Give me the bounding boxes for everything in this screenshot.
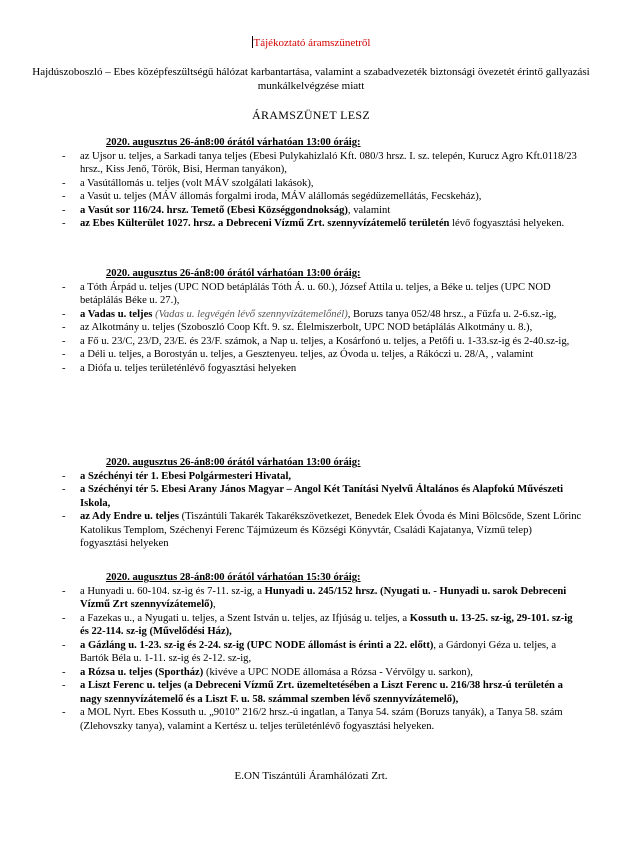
item-text: (kivéve a UPC NODE állomása a Rózsa - Vérvölgy u. sarkon), <box>203 666 473 678</box>
section-title: 2020. augusztus 26-án8:00 órától várhatóan 13:00 óráig: <box>106 137 361 148</box>
signature: E.ON Tiszántúli Áramhálózati Zrt. <box>234 770 388 782</box>
list-item <box>62 217 582 231</box>
list-item <box>62 679 582 706</box>
item-text: az Ady Endre u. teljes <box>80 511 179 522</box>
list-item <box>62 308 582 322</box>
item-text: (Vadas u. legvégén lévő szennyvízátemelőnél) <box>155 308 348 320</box>
item-text: az Ujsor u. teljes, a Sarkadi tanya teljes (Ebesi Pulykahizlaló Kft. 080/3 hrsz. I. sz. telepén, Kurucz Agro Kft.0118/23 hrsz., Kiss Jenő, Török, Bisi, Herman tanyákon), <box>80 150 577 175</box>
text-cursor <box>252 36 253 48</box>
item-text: a Széchényi tér 5. Ebesi Arany János Magyar – Angol Két Tanítási Nyelvű Általános és Alapfokú Művészeti Iskola, <box>80 484 564 509</box>
item-text: lévő fogyasztási helyeken. <box>449 218 565 229</box>
item-text: a Liszt Ferenc u. teljes (a Debreceni Vízmű Zrt. üzemeltetésében a Liszt Ferenc u. 216/38 hrsz-ú területén a nagy szennyvízátemelő és a Liszt F. u. 58. számmal szemben lévő szennyvízátemelő), <box>80 680 563 705</box>
list-item <box>62 585 582 612</box>
list-item <box>62 177 582 191</box>
item-text: a Vasútállomás u. teljes (volt MÁV szolgálati lakások), <box>80 177 314 189</box>
item-text: , Boruzs tanya 052/48 hrsz., a Fűzfa u. 2-6.sz.-ig, <box>347 308 557 320</box>
item-text: a Tóth Árpád u. teljes (UPC NOD betáplálás Tóth Á. u. 60.), József Attila u. teljes, a Béke u. teljes (UPC NOD betáplálás Béke u. 27.), <box>80 281 551 306</box>
item-text: a Hunyadi u. 60-104. sz-ig és 7-11. sz-ig, a <box>80 585 265 597</box>
document-title <box>0 36 622 49</box>
item-text: , valamint <box>347 204 391 216</box>
item-text: a Vadas u. teljes <box>80 308 153 320</box>
item-text: a MOL Nyrt. Ebes Kossuth u. „9010” 216/2 hrsz.-ú ingatlan, a Tanya 54. szám (Boruzs tanyák), a Tanya 58. szám (Zlehovszky tanya), valamint a Kertész u. teljes területénlévő fogyasztási helyeken. <box>80 707 563 732</box>
title-text: Tájékoztató áramszünetről <box>253 37 371 49</box>
item-text: a Fazekas u., a Nyugati u. teljes, a Szent István u. teljes, az Ifjúság u. teljes, a <box>80 612 410 624</box>
outage-heading: ÁRAMSZÜNET LESZ <box>252 108 370 122</box>
outage-section-4 <box>62 571 582 733</box>
list-item <box>62 483 582 510</box>
list-item <box>62 706 582 733</box>
location-list <box>62 470 582 551</box>
item-text: a Fő u. 23/C, 23/D, 23/E. és 23/F. számok, a Nap u. teljes, a Kosárfonó u. teljes, a Petőfi u. 1-33.sz-ig és 2-40.sz-ig, <box>80 335 570 347</box>
item-text: a Vasút sor 116/24. hrsz. Temető (Ebesi Községgondnokság) <box>80 204 348 216</box>
item-text: Kossuth u. 13-25. sz-ig, 29-101. sz-ig és 22-114. sz-ig (Művelődési Ház), <box>80 612 573 637</box>
item-text: az Alkotmány u. teljes (Szoboszló Coop Kft. 9. sz. Élelmiszerbolt, UPC NOD betáplálás Alkotmány u. 8.), <box>80 322 533 333</box>
location-list <box>62 150 582 231</box>
intro-paragraph: Hajdúszoboszló – Ebes középfeszültségű hálózat karbantartása, valamint a szabadvezeték biztonsági övezetét érintő gallyazási munkálkelvégzése miatt <box>32 66 590 92</box>
item-text: a Széchényi tér 1. Ebesi Polgármesteri Hivatal, <box>80 470 292 482</box>
location-list <box>62 281 582 376</box>
item-text: a Vasút u. teljes (MÁV állomás forgalmi iroda, MÁV alállomás segédüzemellátás, Fecskeház), <box>80 191 482 202</box>
item-text: (Tiszántúli Takarék Takarékszövetkezet, Benedek Elek Óvoda és Mini Bölcsőde, Szent Lőrinc Katolikus Templom, Széchenyi Ferenc Tájmúzeum és Községi Könyvtár, Családi Kajatanya, Vízmű telep) fogyasztási helyeken <box>80 511 582 549</box>
section-title: 2020. augusztus 26-án8:00 órától várhatóan 13:00 óráig: <box>106 457 361 468</box>
outage-section-3 <box>62 456 582 551</box>
list-item <box>62 321 582 335</box>
list-item <box>62 639 582 666</box>
item-text: a Gázláng u. 1-23. sz-ig és 2-24. sz-ig (UPC NODE állomást is érinti a 22. előtt) <box>80 639 434 651</box>
item-text: Hunyadi u. 245/152 hrsz. (Nyugati u. - Hunyadi u. sarok Debreceni Vízmű Zrt szennyvízátemelő) <box>80 585 567 610</box>
list-item <box>62 335 582 349</box>
list-item <box>62 362 582 376</box>
list-item <box>62 510 582 551</box>
item-text: a Rózsa u. teljes (Sportház) <box>80 666 204 678</box>
item-text: a Déli u. teljes, a Borostyán u. teljes, a Gesztenyeu. teljes, az Óvoda u. teljes, a Rákóczi u. 28/A, , valamint <box>80 349 534 360</box>
item-text: a Diófa u. teljes területénlévő fogyasztási helyeken <box>80 362 297 374</box>
outage-section-2 <box>62 267 582 375</box>
list-item <box>62 204 582 218</box>
item-text: , <box>212 599 216 610</box>
list-item <box>62 470 582 484</box>
list-item <box>62 190 582 204</box>
item-text: , a Gárdonyi Géza u. teljes, a Bartók Béla u. 1-11. sz-ig és 2-12. sz-ig, <box>80 639 557 664</box>
outage-section-1 <box>62 136 582 231</box>
list-item <box>62 666 582 680</box>
list-item <box>62 150 582 177</box>
list-item <box>62 348 582 362</box>
list-item <box>62 281 582 308</box>
section-title: 2020. augusztus 28-án8:00 órától várhatóan 15:30 óráig: <box>106 572 361 583</box>
list-item <box>62 612 582 639</box>
location-list <box>62 585 582 734</box>
section-title: 2020. augusztus 26-án8:00 órától várhatóan 13:00 óráig: <box>106 268 361 279</box>
item-text: az Ebes Külterület 1027. hrsz. a Debreceni Vízmű Zrt. szennyvízátemelő területén <box>80 218 450 229</box>
